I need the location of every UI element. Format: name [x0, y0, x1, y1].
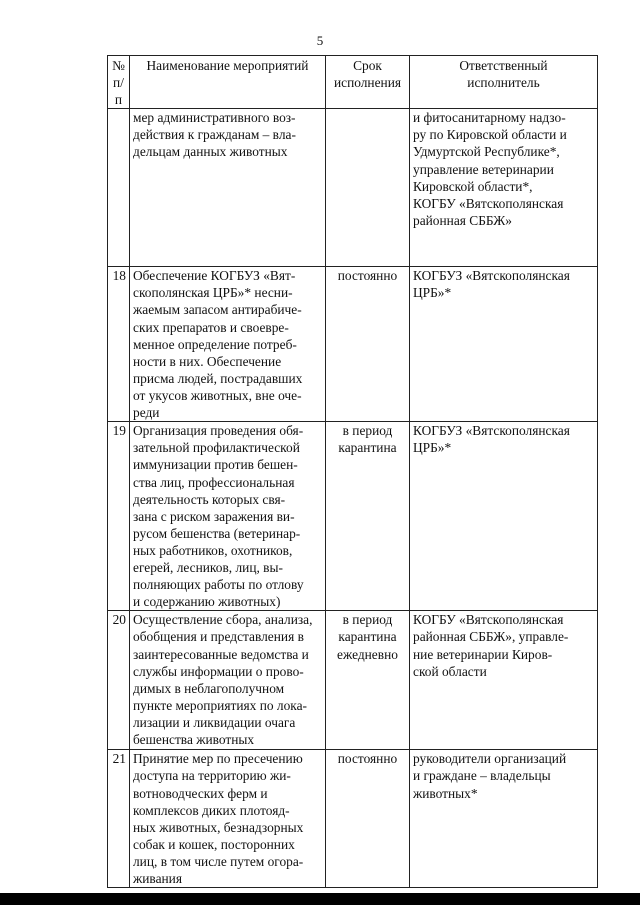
- activity-term: постоянно: [326, 267, 410, 422]
- row-number: [108, 109, 130, 267]
- header-term: Срок исполнения: [326, 56, 410, 109]
- header-responsible: Ответственный исполнитель: [410, 56, 598, 109]
- activities-table: [107, 55, 598, 888]
- table-row: [108, 109, 598, 267]
- activity-responsible: руководители организаций и граждане – владельцы животных*: [410, 750, 598, 888]
- row-number: 21: [108, 750, 130, 888]
- table-row: [108, 267, 598, 422]
- activity-name: Организация проведения обя- зательной профилактической иммунизации против бешен- ства лиц, профессиональная деятельность которых свя- зана с риском заражения ви- русом бешенства (ветеринар- ных работников, охотников, егерей, лесников, лиц, вы- полняющих работы по отлову и содержанию животных): [130, 422, 326, 611]
- header-number: № п/п: [108, 56, 130, 109]
- activity-name: Принятие мер по пресечению доступа на территорию жи- вотноводческих ферм и комплексов диких плотояд- ных животных, безнадзорных собак и кошек, посторонних лиц, в том числе путем огора- живания: [130, 750, 326, 888]
- page-number: 5: [316, 33, 324, 48]
- activity-term: в период карантина ежедневно: [326, 611, 410, 750]
- table-header-row: [108, 56, 598, 109]
- header-activity-name: Наименование мероприятий: [130, 56, 326, 109]
- row-number: 20: [108, 611, 130, 750]
- activity-name: Осуществление сбора, анализа, обобщения и представления в заинтересованные ведомства и службы информации о прово- димых в неблагополучном пункте мероприятиях по лока- лизации и ликвидации очага бешенства животных: [130, 611, 326, 750]
- activity-responsible: КОГБУ «Вятскополянская районная СББЖ», управле- ние ветеринарии Киров- ской области: [410, 611, 598, 750]
- activity-name: мер административного воз- действия к гражданам – вла- дельцам данных животных: [130, 109, 326, 267]
- row-number: 18: [108, 267, 130, 422]
- activity-term: [326, 109, 410, 267]
- activity-responsible: КОГБУЗ «Вятскополянская ЦРБ»*: [410, 267, 598, 422]
- activity-name: Обеспечение КОГБУЗ «Вят- скополянская ЦРБ»* несни- жаемым запасом антирабиче- ских препаратов и своевре- менное определение потреб- ности в них. Обеспечение присма людей, пострадавших от укусов животных, вне оче- реди: [130, 267, 326, 422]
- activity-term: в период карантина: [326, 422, 410, 611]
- activity-responsible: КОГБУЗ «Вятскополянская ЦРБ»*: [410, 422, 598, 611]
- table-row: [108, 750, 598, 888]
- table-row: [108, 422, 598, 611]
- activity-term: постоянно: [326, 750, 410, 888]
- scan-edge-bar: [0, 893, 640, 905]
- activity-responsible: и фитосанитарному надзо- ру по Кировской области и Удмуртской Республике*, управление ветеринарии Кировской области*, КОГБУ «Вятскополянская районная СББЖ»: [410, 109, 598, 267]
- row-number: 19: [108, 422, 130, 611]
- table-row: [108, 611, 598, 750]
